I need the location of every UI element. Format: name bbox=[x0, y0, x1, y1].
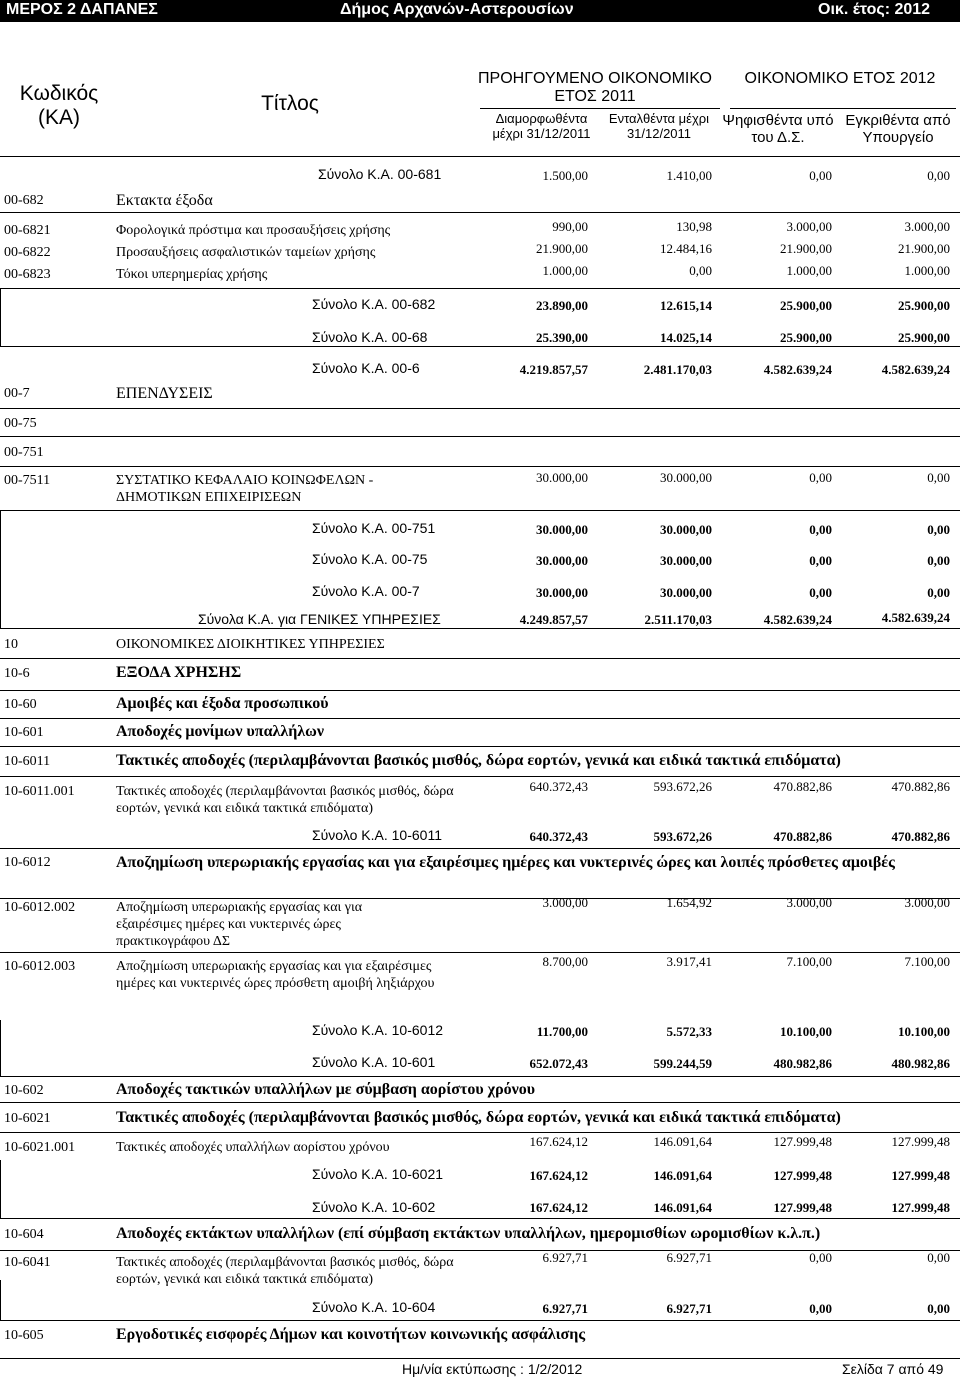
row-separator bbox=[0, 690, 960, 691]
row-code: 00-682 bbox=[4, 193, 44, 208]
print-date: Ημ/νία εκτύπωσης : 1/2/2012 bbox=[402, 1361, 583, 1377]
row-code: 10-605 bbox=[4, 1328, 44, 1343]
row-code: 10 bbox=[4, 637, 18, 652]
total-value: 480.982,86 bbox=[891, 1056, 950, 1071]
row-code: 10-6012.002 bbox=[4, 900, 76, 915]
total-value: 4.582.639,24 bbox=[881, 610, 950, 625]
row-code: 10-6012.003 bbox=[4, 959, 76, 974]
row-value: 990,00 bbox=[552, 219, 588, 234]
total-value: 4.582.639,24 bbox=[763, 362, 832, 377]
row-value: 3.000,00 bbox=[904, 219, 950, 234]
row-value: 30.000,00 bbox=[660, 470, 712, 485]
total-value: 25.900,00 bbox=[898, 298, 950, 313]
total-value: 14.025,14 bbox=[660, 330, 712, 345]
total-value: 470.882,86 bbox=[891, 829, 950, 844]
total-value: 6.927,71 bbox=[666, 1301, 712, 1316]
row-code: 10-6 bbox=[4, 666, 30, 681]
row-title: Αποζημίωση υπερωριακής εργασίας και για εξαιρέσιμες ημέρες και νυκτερινές ώρες πρόσθετη αμοιβή ληξιάρχου bbox=[116, 959, 435, 991]
row-value: 0,00 bbox=[927, 1250, 950, 1265]
total-label: Σύνολο Κ.Α. 00-68 bbox=[312, 329, 428, 345]
total-value: 0,00 bbox=[809, 168, 832, 183]
total-value: 4.219.857,57 bbox=[519, 362, 588, 377]
vertical-rule bbox=[0, 1160, 1, 1218]
row-value: 470.882,86 bbox=[891, 779, 950, 794]
header-approved: Εγκριθέντα από Υπουργείο bbox=[845, 112, 951, 147]
row-value: 146.091,64 bbox=[653, 1134, 712, 1149]
row-separator bbox=[0, 212, 960, 213]
row-title: Αποζημίωση υπερωριακής εργασίας και για εξαιρέσιμες ημέρες και νυκτερινές ώρες πρακτικογράφου ΔΣ bbox=[116, 900, 363, 949]
row-title: Εργοδοτικές εισφορές Δήμων και κοινοτήτων κοινωνικής ασφάλισης bbox=[116, 1326, 586, 1343]
row-value: 7.100,00 bbox=[786, 954, 832, 969]
row-value: 0,00 bbox=[809, 1250, 832, 1265]
row-separator bbox=[0, 1076, 960, 1077]
total-value: 652.072,43 bbox=[529, 1056, 588, 1071]
row-code: 10-6012 bbox=[4, 855, 51, 870]
total-value: 1.500,00 bbox=[542, 168, 588, 183]
total-value: 30.000,00 bbox=[536, 522, 588, 537]
total-value: 146.091,64 bbox=[653, 1200, 712, 1215]
row-separator bbox=[0, 746, 960, 747]
total-label: Σύνολο Κ.Α. 00-681 bbox=[318, 166, 442, 182]
fiscal-year: Οικ. έτος: 2012 bbox=[818, 1, 931, 18]
row-value: 8.700,00 bbox=[542, 954, 588, 969]
row-separator bbox=[0, 436, 960, 437]
row-title: Αμοιβές και έξοδα προσωπικού bbox=[116, 695, 329, 712]
row-separator bbox=[0, 1102, 960, 1103]
row-value: 6.927,71 bbox=[666, 1250, 712, 1265]
total-value: 640.372,43 bbox=[529, 829, 588, 844]
row-title: Τόκοι υπερημερίας χρήσης bbox=[116, 267, 268, 282]
header-code: Κωδικός (ΚΑ) bbox=[19, 82, 99, 130]
row-value: 7.100,00 bbox=[904, 954, 950, 969]
row-code: 00-6823 bbox=[4, 267, 51, 282]
row-separator bbox=[0, 952, 960, 953]
row-title: Αποζημίωση υπερωριακής εργασίας και για εξαιρέσιμες ημέρες και νυκτερινές ώρες και λοιπές πρόσθετες αμοιβές bbox=[116, 854, 895, 871]
total-value: 10.100,00 bbox=[780, 1024, 832, 1039]
total-label: Σύνολο Κ.Α. 10-601 bbox=[312, 1054, 436, 1070]
row-code: 10-602 bbox=[4, 1083, 44, 1098]
row-title: ΕΞΟΔΑ ΧΡΗΣΗΣ bbox=[116, 664, 242, 681]
row-value: 3.000,00 bbox=[786, 219, 832, 234]
total-value: 0,00 bbox=[927, 168, 950, 183]
total-value: 30.000,00 bbox=[660, 553, 712, 568]
row-separator bbox=[0, 346, 960, 347]
row-separator bbox=[0, 288, 960, 289]
total-value: 127.999,48 bbox=[773, 1200, 832, 1215]
row-code: 10-6011.001 bbox=[4, 784, 75, 799]
row-value: 21.900,00 bbox=[536, 241, 588, 256]
total-value: 167.624,12 bbox=[529, 1200, 588, 1215]
row-value: 1.000,00 bbox=[904, 263, 950, 278]
total-value: 470.882,86 bbox=[773, 829, 832, 844]
row-separator bbox=[0, 1320, 960, 1321]
total-label: Σύνολο Κ.Α. 10-602 bbox=[312, 1199, 436, 1215]
total-label: Σύνολο Κ.Α. 10-604 bbox=[312, 1299, 436, 1315]
total-value: 599.244,59 bbox=[653, 1056, 712, 1071]
total-value: 0,00 bbox=[809, 585, 832, 600]
vertical-rule bbox=[0, 1280, 1, 1320]
total-label: Σύνολο Κ.Α. 00-682 bbox=[312, 296, 436, 312]
total-value: 25.900,00 bbox=[898, 330, 950, 345]
row-code: 00-75 bbox=[4, 416, 37, 431]
total-value: 25.900,00 bbox=[780, 298, 832, 313]
row-value: 167.624,12 bbox=[529, 1134, 588, 1149]
header-divider-prev bbox=[480, 108, 720, 109]
total-value: 146.091,64 bbox=[653, 1168, 712, 1183]
row-code: 00-7 bbox=[4, 386, 30, 401]
row-separator bbox=[0, 466, 960, 467]
row-value: 470.882,86 bbox=[773, 779, 832, 794]
total-value: 30.000,00 bbox=[536, 585, 588, 600]
row-value: 127.999,48 bbox=[891, 1134, 950, 1149]
total-value: 0,00 bbox=[927, 585, 950, 600]
top-bar bbox=[0, 0, 960, 22]
total-label: Σύνολα Κ.Α. για ΓΕΝΙΚΕΣ ΥΠΗΡΕΣΙΕΣ bbox=[198, 611, 441, 627]
total-value: 23.890,00 bbox=[536, 298, 588, 313]
row-value: 127.999,48 bbox=[773, 1134, 832, 1149]
row-separator bbox=[0, 1132, 960, 1133]
header-voted: Ψηφισθέντα υπό του Δ.Σ. bbox=[722, 112, 834, 147]
row-code: 00-6822 bbox=[4, 245, 51, 260]
row-value: 1.000,00 bbox=[542, 263, 588, 278]
total-value: 480.982,86 bbox=[773, 1056, 832, 1071]
row-separator bbox=[0, 1218, 960, 1219]
header-title: Τίτλος bbox=[261, 92, 319, 115]
header-previous-year: ΠΡΟΗΓΟΥΜΕΝΟ ΟΙΚΟΝΟΜΙΚΟ ΕΤΟΣ 2011 bbox=[478, 70, 712, 106]
row-title: Αποδοχές μονίμων υπαλλήλων bbox=[116, 723, 325, 740]
header-current-year: ΟΙΚΟΝΟΜΙΚΟ ΕΤΟΣ 2012 bbox=[744, 70, 936, 87]
row-code: 10-6021 bbox=[4, 1111, 51, 1126]
total-value: 2.511.170,03 bbox=[644, 612, 712, 627]
row-separator bbox=[0, 510, 960, 511]
header-bottom-rule bbox=[0, 156, 960, 157]
row-title: Τακτικές αποδοχές (περιλαμβάνονται βασικός μισθός, δώρα εορτών, γενικά και ειδικά τακτικά επιδόματα) bbox=[116, 752, 841, 769]
total-label: Σύνολο Κ.Α. 00-6 bbox=[312, 360, 420, 376]
row-value: 1.654,92 bbox=[666, 895, 712, 910]
total-label: Σύνολο Κ.Α. 00-75 bbox=[312, 551, 428, 567]
row-value: 30.000,00 bbox=[536, 470, 588, 485]
total-value: 127.999,48 bbox=[891, 1200, 950, 1215]
total-value: 0,00 bbox=[927, 1301, 950, 1316]
row-value: 130,98 bbox=[676, 219, 712, 234]
total-value: 12.615,14 bbox=[660, 298, 712, 313]
row-separator bbox=[0, 718, 960, 719]
row-value: 6.927,71 bbox=[542, 1250, 588, 1265]
total-value: 25.390,00 bbox=[536, 330, 588, 345]
row-value: 21.900,00 bbox=[780, 241, 832, 256]
vertical-rule bbox=[0, 288, 1, 346]
total-value: 4.582.639,24 bbox=[763, 612, 832, 627]
total-value: 0,00 bbox=[927, 553, 950, 568]
row-value: 640.372,43 bbox=[529, 779, 588, 794]
row-title: Τακτικές αποδοχές (περιλαμβάνονται βασικός μισθός, δώρα εορτών, γενικά και ειδικά τακτικά επιδόματα) bbox=[116, 784, 454, 816]
total-value: 5.572,33 bbox=[666, 1024, 712, 1039]
total-value: 0,00 bbox=[927, 522, 950, 537]
total-value: 0,00 bbox=[809, 1301, 832, 1316]
total-label: Σύνολο Κ.Α. 00-751 bbox=[312, 520, 436, 536]
row-value: 12.484,16 bbox=[660, 241, 712, 256]
row-title: ΟΙΚΟΝΟΜΙΚΕΣ ΔΙΟΙΚΗΤΙΚΕΣ ΥΠΗΡΕΣΙΕΣ bbox=[116, 637, 385, 652]
header-prev-formed: Διαμορφωθέντα μέχρι 31/12/2011 bbox=[492, 111, 591, 141]
page-number: Σελίδα 7 από 49 bbox=[842, 1361, 944, 1377]
row-separator bbox=[0, 628, 960, 629]
row-code: 10-604 bbox=[4, 1227, 44, 1242]
row-separator bbox=[0, 848, 960, 849]
row-title: Εκτακτα έξοδα bbox=[116, 192, 213, 209]
row-code: 00-6821 bbox=[4, 223, 51, 238]
total-value: 0,00 bbox=[809, 522, 832, 537]
row-value: 3.000,00 bbox=[542, 895, 588, 910]
footer-rule bbox=[0, 1358, 960, 1359]
vertical-rule bbox=[0, 510, 1, 628]
row-title: Τακτικές αποδοχές υπαλλήλων αορίστου χρόνου bbox=[116, 1140, 390, 1155]
row-value: 593.672,26 bbox=[653, 779, 712, 794]
row-title: Αποδοχές τακτικών υπαλλήλων με σύμβαση αορίστου χρόνου bbox=[116, 1081, 536, 1098]
row-code: 10-601 bbox=[4, 725, 44, 740]
row-value: 0,00 bbox=[689, 263, 712, 278]
total-value: 127.999,48 bbox=[773, 1168, 832, 1183]
row-code: 10-60 bbox=[4, 697, 37, 712]
total-value: 6.927,71 bbox=[542, 1301, 588, 1316]
row-separator bbox=[0, 776, 960, 777]
row-title: Φορολογικά πρόστιμα και προσαυξήσεις χρήσης bbox=[116, 223, 391, 238]
row-title: Τακτικές αποδοχές (περιλαμβάνονται βασικός μισθός, δώρα εορτών, γενικά και ειδικά τακτικά επιδόματα) bbox=[116, 1255, 454, 1287]
header-prev-collected: Ενταλθέντα μέχρι 31/12/2011 bbox=[608, 111, 710, 141]
row-code: 10-6041 bbox=[4, 1255, 51, 1270]
row-value: 1.000,00 bbox=[786, 263, 832, 278]
total-value: 167.624,12 bbox=[529, 1168, 588, 1183]
row-title: Προσαυξήσεις ασφαλιστικών ταμείων χρήσης bbox=[116, 245, 376, 260]
total-value: 0,00 bbox=[809, 553, 832, 568]
total-value: 127.999,48 bbox=[891, 1168, 950, 1183]
total-label: Σύνολο Κ.Α. 10-6021 bbox=[312, 1166, 444, 1182]
total-value: 25.900,00 bbox=[780, 330, 832, 345]
total-value: 30.000,00 bbox=[660, 585, 712, 600]
row-title: Τακτικές αποδοχές (περιλαμβάνονται βασικός μισθός, δώρα εορτών, γενικά και ειδικά τακτικά επιδόματα) bbox=[116, 1109, 841, 1126]
row-title: ΣΥΣΤΑΤΙΚΟ ΚΕΦΑΛΑΙΟ ΚΟΙΝΩΦΕΛΩΝ - ΔΗΜΟΤΙΚΩΝ ΕΠΙΧΕΙΡΙΣΕΩΝ bbox=[116, 473, 374, 505]
row-title: ΕΠΕΝΔΥΣΕΙΣ bbox=[116, 385, 213, 402]
total-value: 1.410,00 bbox=[666, 168, 712, 183]
row-separator bbox=[0, 658, 960, 659]
section-label: ΜΕΡΟΣ 2 ΔΑΠΑΝΕΣ bbox=[6, 1, 158, 18]
row-code: 10-6021.001 bbox=[4, 1140, 76, 1155]
total-value: 10.100,00 bbox=[898, 1024, 950, 1039]
row-value: 3.917,41 bbox=[666, 954, 712, 969]
row-value: 21.900,00 bbox=[898, 241, 950, 256]
row-code: 00-751 bbox=[4, 445, 44, 460]
total-value: 4.582.639,24 bbox=[881, 362, 950, 377]
row-code: 00-7511 bbox=[4, 473, 51, 488]
header-divider-cur bbox=[730, 108, 956, 109]
total-label: Σύνολο Κ.Α. 10-6011 bbox=[312, 827, 442, 843]
vertical-rule bbox=[0, 1020, 1, 1076]
total-value: 11.700,00 bbox=[536, 1024, 588, 1039]
row-value: 0,00 bbox=[809, 470, 832, 485]
row-separator bbox=[0, 408, 960, 409]
total-value: 2.481.170,03 bbox=[643, 362, 712, 377]
total-label: Σύνολο Κ.Α. 00-7 bbox=[312, 583, 420, 599]
total-value: 30.000,00 bbox=[660, 522, 712, 537]
total-value: 30.000,00 bbox=[536, 553, 588, 568]
total-label: Σύνολο Κ.Α. 10-6012 bbox=[312, 1022, 444, 1038]
row-value: 0,00 bbox=[927, 470, 950, 485]
row-title: Αποδοχές εκτάκτων υπαλλήλων (επί σύμβαση εκτάκτων υπαλλήλων, ημερομισθίων ωρομισθίων κ.λ.π.) bbox=[116, 1225, 821, 1242]
total-value: 4.249.857,57 bbox=[519, 612, 588, 627]
row-code: 10-6011 bbox=[4, 754, 51, 769]
total-value: 593.672,26 bbox=[653, 829, 712, 844]
row-value: 3.000,00 bbox=[904, 895, 950, 910]
municipality-name: Δήμος Αρχανών-Αστερουσίων bbox=[340, 1, 574, 18]
row-value: 3.000,00 bbox=[786, 895, 832, 910]
